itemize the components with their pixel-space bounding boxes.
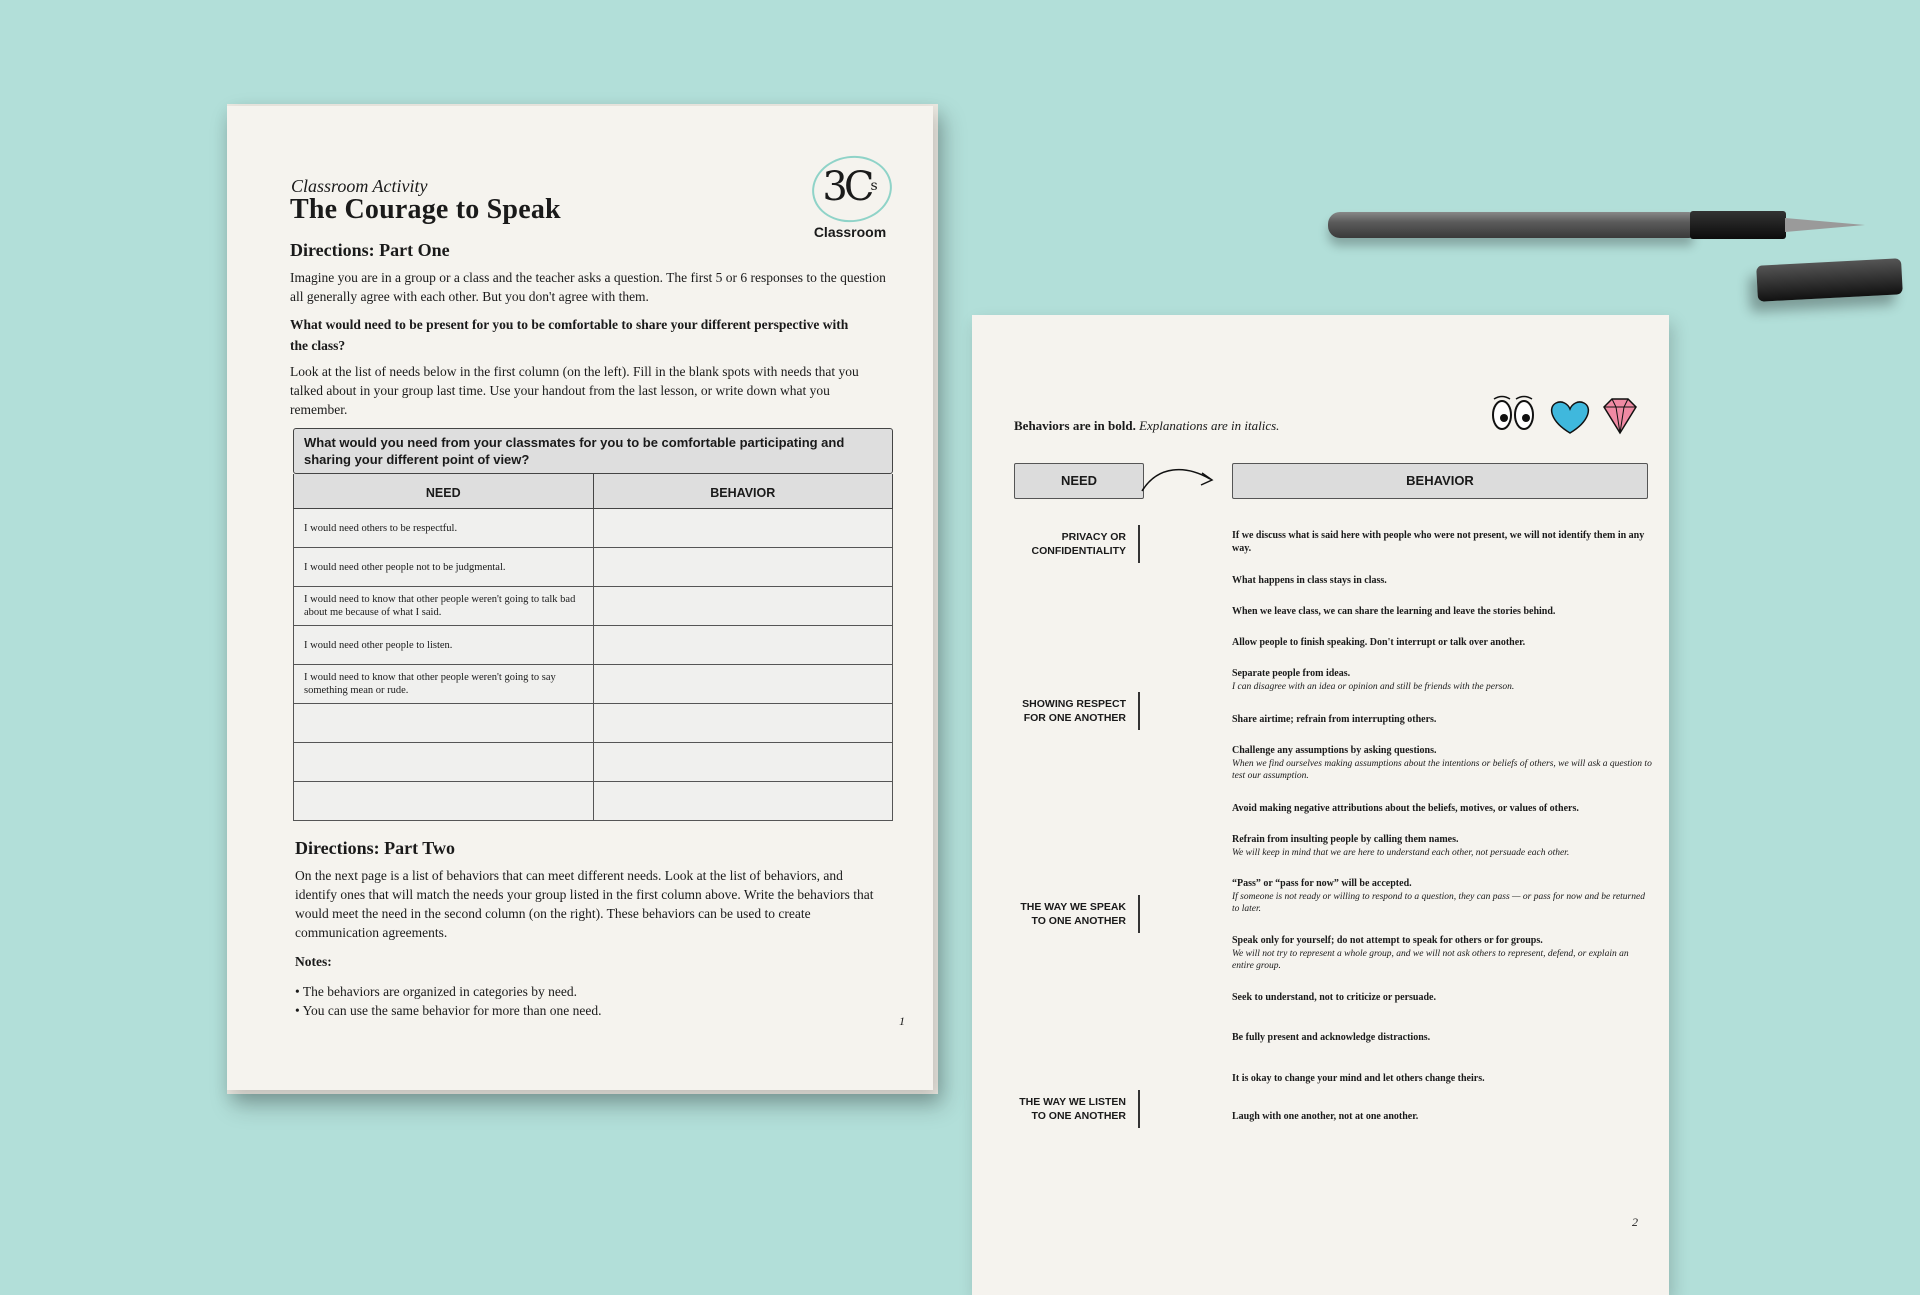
behavior-item: Share airtime; refrain from interrupting others.	[1232, 714, 1437, 725]
gem-icon	[1604, 399, 1636, 433]
table-row	[293, 665, 893, 704]
pen-grip	[1690, 211, 1786, 239]
category-speak: THE WAY WE SPEAK TO ONE ANOTHER	[1020, 901, 1126, 927]
behavior-item: Speak only for yourself; do not attempt to speak for others or for groups. We will not try to represent a whole group, and we will not ask others to represent, defend, or explain an entire group.	[1232, 935, 1629, 971]
need-cell[interactable]	[294, 743, 594, 781]
category-divider	[1138, 1090, 1140, 1128]
table-row	[293, 587, 893, 626]
note-item: • You can use the same behavior for more than one need.	[295, 1003, 602, 1018]
need-header: NEED	[1014, 463, 1144, 499]
notes-label: Notes:	[295, 954, 332, 969]
logo	[802, 156, 892, 256]
behavior-cell[interactable]	[594, 704, 893, 742]
category-listen: THE WAY WE LISTEN TO ONE ANOTHER	[1019, 1096, 1126, 1122]
logo-sup: s	[870, 178, 878, 194]
table-row	[293, 626, 893, 665]
behavior-item: “Pass” or “pass for now” will be accepted. If someone is not ready or willing to respond to a question, they can pass — or pass for now and be returned to later.	[1232, 878, 1645, 914]
behavior-item: Avoid making negative attributions about the beliefs, motives, or values of others.	[1232, 803, 1579, 814]
table-row	[293, 704, 893, 743]
table-row	[293, 548, 893, 587]
behavior-item: Challenge any assumptions by asking questions. When we find ourselves making assumptions about the intentions or beliefs of others, we will ask a question to test our assumption.	[1232, 745, 1652, 781]
behavior-item: Laugh with one another, not at one another.	[1232, 1111, 1419, 1122]
page-title: The Courage to Speak	[290, 194, 561, 225]
part-two-body: On the next page is a list of behaviors that can meet different needs. Look at the list of behaviors, and identify ones that will match the needs your group listed in the first column above. Write the behaviors that would meet the need in the second column (on the right). These behaviors can be used to create communication agreements.	[295, 868, 874, 940]
behavior-item: Separate people from ideas. I can disagree with an idea or opinion and still be friends with the person.	[1232, 668, 1515, 692]
behavior-cell[interactable]	[594, 509, 893, 547]
category-divider	[1138, 692, 1140, 730]
pen-cap	[1756, 258, 1903, 302]
table-question: What would you need from your classmates for you to be comfortable participating and sharing your different point of view?	[293, 428, 893, 474]
pen-tip	[1785, 218, 1865, 232]
category-divider	[1138, 895, 1140, 933]
arrow-icon	[1138, 461, 1218, 501]
need-cell[interactable]: I would need other people not to be judgmental.	[294, 548, 594, 586]
behavior-item: Allow people to finish speaking. Don't interrupt or talk over another.	[1232, 637, 1526, 648]
part-two-heading: Directions: Part Two	[295, 838, 455, 858]
eyes-icon	[1493, 397, 1533, 430]
behavior-cell[interactable]	[594, 782, 893, 820]
note-item: • The behaviors are organized in categories by need.	[295, 984, 577, 999]
legend-bold: Behaviors are in bold.	[1014, 418, 1136, 433]
behavior-item: It is okay to change your mind and let others change theirs.	[1232, 1073, 1485, 1084]
behavior-column-header: BEHAVIOR	[710, 486, 776, 500]
need-cell[interactable]	[294, 782, 594, 820]
legend	[1014, 418, 1279, 434]
pen-barrel	[1328, 212, 1693, 238]
part-one-instructions: Look at the list of needs below in the first column (on the left). Fill in the blank spots with needs that you talked about in your group last time. Use your handout from the last lesson, or write down what you remember.	[290, 364, 859, 417]
part-one-heading: Directions: Part One	[290, 240, 450, 260]
behavior-cell[interactable]	[594, 587, 893, 625]
legend-italic: Explanations are in italics.	[1139, 418, 1280, 433]
logo-text: Classroom	[813, 224, 887, 240]
logo-mark: 3C	[822, 164, 871, 210]
table-header	[293, 474, 893, 509]
category-divider	[1138, 525, 1140, 563]
table-row	[293, 782, 893, 821]
part-one-intro: Imagine you are in a group or a class and the teacher asks a question. The first 5 or 6 responses to the question all generally agree with each other. But you don't agree with them.	[290, 270, 886, 304]
table-row	[293, 743, 893, 782]
behavior-cell[interactable]	[594, 743, 893, 781]
category-privacy: PRIVACY OR CONFIDENTIALITY	[1031, 531, 1126, 557]
page-number: 1	[899, 1014, 905, 1028]
behavior-item: Refrain from insulting people by calling them names. We will keep in mind that we are here to understand each other, not persuade each other.	[1232, 834, 1570, 858]
need-cell[interactable]: I would need others to be respectful.	[294, 509, 594, 547]
page-number: 2	[1632, 1215, 1638, 1229]
behavior-item: What happens in class stays in class.	[1232, 575, 1387, 586]
behavior-item: When we leave class, we can share the learning and leave the stories behind.	[1232, 606, 1556, 617]
table-row	[293, 509, 893, 548]
worksheet-page-2	[972, 315, 1669, 1295]
behavior-item: Seek to understand, not to criticize or persuade.	[1232, 992, 1436, 1003]
behavior-cell[interactable]	[594, 665, 893, 703]
icons-row	[1490, 393, 1640, 437]
needs-table	[293, 428, 893, 821]
need-cell[interactable]: I would need to know that other people weren't going to say something mean or rude.	[294, 665, 594, 703]
need-cell[interactable]: I would need other people to listen.	[294, 626, 594, 664]
need-column-header: NEED	[294, 474, 594, 508]
part-one-question: What would need to be present for you to be comfortable to share your different perspective with the class?	[290, 317, 849, 353]
need-cell[interactable]: I would need to know that other people weren't going to talk bad about me because of what I said.	[294, 587, 594, 625]
behavior-cell[interactable]	[594, 626, 893, 664]
need-cell[interactable]	[294, 704, 594, 742]
behavior-header: BEHAVIOR	[1232, 463, 1648, 499]
heart-icon	[1552, 402, 1589, 433]
worksheet-page-1	[227, 106, 933, 1090]
kicker: Classroom Activity	[291, 176, 428, 196]
behavior-item: If we discuss what is said here with people who were not present, we will not identify them in any way.	[1232, 530, 1645, 554]
category-respect: SHOWING RESPECT FOR ONE ANOTHER	[1022, 698, 1126, 724]
behavior-item: Be fully present and acknowledge distractions.	[1232, 1032, 1431, 1043]
notes-list	[295, 982, 602, 1020]
behavior-cell[interactable]	[594, 548, 893, 586]
